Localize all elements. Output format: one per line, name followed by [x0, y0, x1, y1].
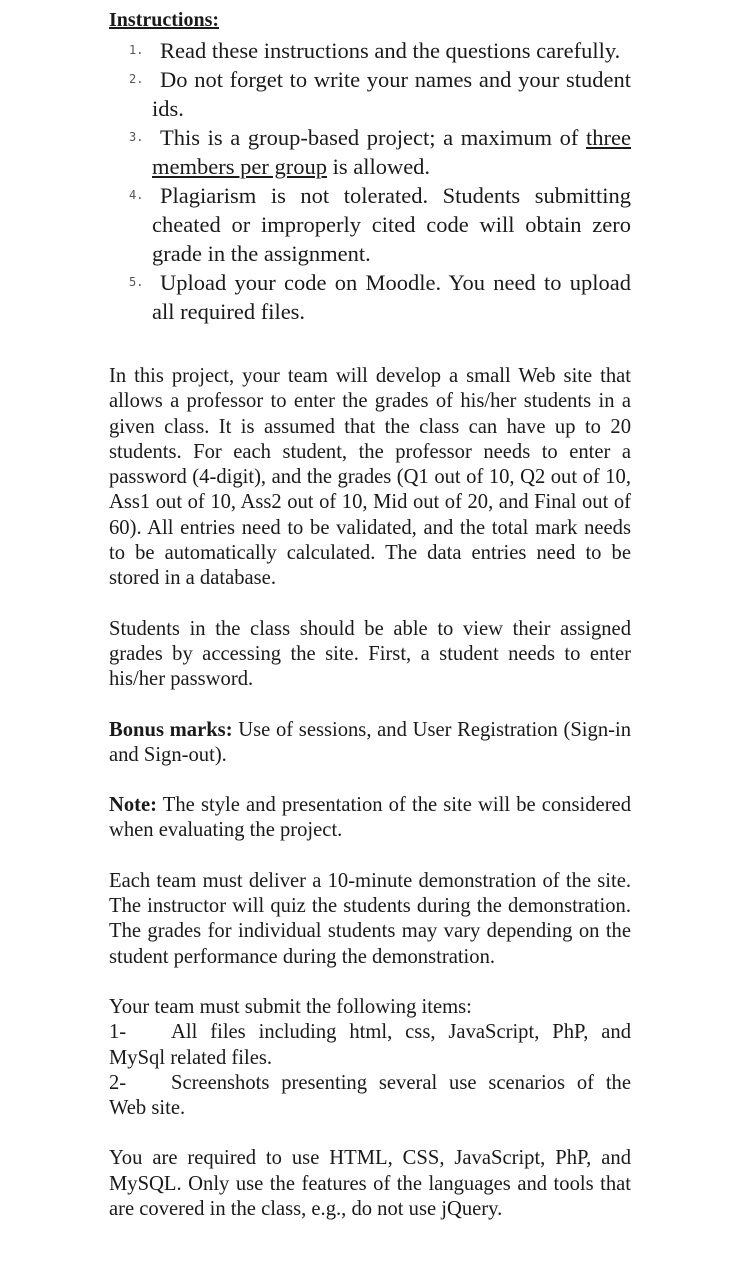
instructions-heading: Instructions:: [109, 9, 220, 31]
requirements-paragraph: You are required to use HTML, CSS, JavaScript, PhP, and MySQL. Only use the features of the languages and tools that are covered in the class, e.g., do not use jQuery.: [109, 1147, 631, 1221]
instruction-text: Do not forget to write your names and your student ids.: [152, 67, 631, 121]
submit-intro: Your team must submit the following items:: [109, 995, 472, 1018]
student-access-paragraph: Students in the class should be able to view their assigned grades by accessing the site. First, a student needs to enter his/her password.: [109, 617, 631, 691]
note-paragraph: [109, 793, 631, 844]
instruction-item: [129, 181, 631, 268]
bonus-label: Bonus marks:: [109, 718, 233, 741]
document-page: [109, 6, 631, 1222]
submit-item-index: 1-: [109, 1021, 127, 1044]
instruction-text: This is a group-based project; a maximum of: [160, 125, 587, 150]
submit-item: [109, 1020, 631, 1071]
instruction-number: 1.: [129, 43, 144, 57]
submit-item-text: Screenshots presenting several use scenarios of the Web site.: [109, 1071, 631, 1120]
note-text: The style and presentation of the site will be considered when evaluating the project.: [109, 794, 631, 842]
submit-item-index: 2-: [109, 1071, 127, 1094]
note-label: Note:: [109, 794, 158, 817]
submit-item-text: All files including html, css, JavaScript, PhP, and MySql related files.: [109, 1021, 631, 1069]
instruction-item: [129, 268, 631, 326]
instruction-item: [129, 36, 631, 65]
demonstration-paragraph: Each team must deliver a 10-minute demonstration of the site. The instructor will quiz the students during the demonstration. The grades for individual students may vary depending on the student performance during the demonstration.: [109, 869, 631, 968]
instruction-text: Plagiarism is not tolerated. Students submitting cheated or improperly cited code will obtain zero grade in the assignment.: [152, 183, 631, 266]
bonus-text: Use of sessions, and User Registration (Sign-in and Sign-out).: [109, 718, 631, 766]
instruction-number: 4.: [129, 188, 144, 202]
project-description: In this project, your team will develop a small Web site that allows a professor to enter the grades of his/her students in a given class. It is assumed that the class can have up to 20 students. For each student, the professor needs to enter a password (4-digit), and the grades (Q1 out of 10, Q2 out of 10, Ass1 out of 10, Ass2 out of 10, Mid out of 20, and Final out of 60). All entries need to be validated, and the total mark needs to be automatically calculated. The data entries need to be stored in a database.: [109, 365, 631, 590]
instruction-number: 5.: [129, 275, 144, 289]
submit-item: [109, 1071, 631, 1122]
instruction-text: Upload your code on Moodle. You need to upload all required files.: [152, 270, 631, 324]
instructions-list: [109, 36, 631, 326]
instruction-item: [129, 65, 631, 123]
bonus-paragraph: [109, 718, 631, 769]
instruction-item: [129, 123, 631, 181]
instruction-number: 3.: [129, 130, 144, 144]
instruction-underlined-text: three members per group: [152, 125, 631, 179]
instruction-number: 2.: [129, 72, 144, 86]
instruction-text: Read these instructions and the questions carefully.: [160, 38, 621, 63]
instruction-text: is allowed.: [326, 154, 431, 179]
